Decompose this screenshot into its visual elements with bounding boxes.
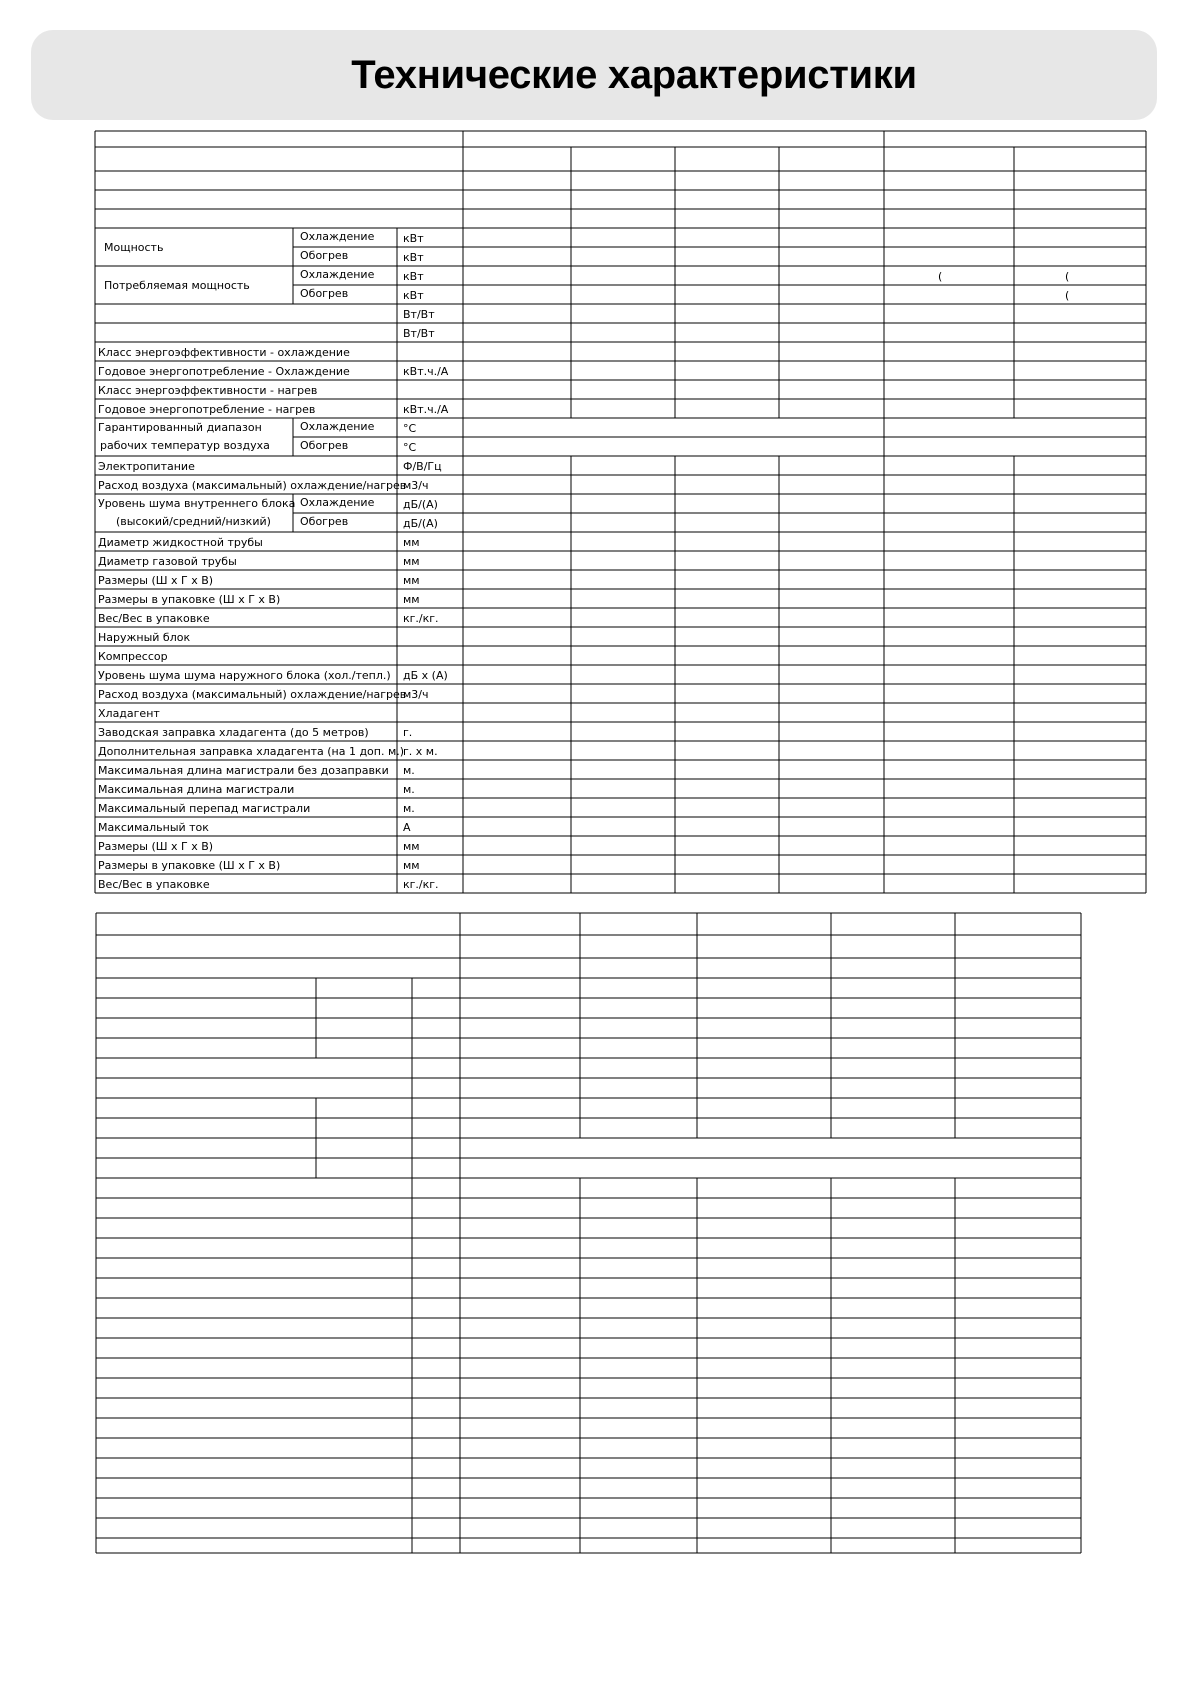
- data-cell: (: [938, 270, 943, 283]
- row-unit: кВт: [403, 232, 424, 245]
- row-unit: м.: [403, 764, 415, 777]
- row-label: Уровень шума шума наружного блока (хол./тепл.): [98, 669, 391, 682]
- row-unit: мм: [403, 840, 420, 853]
- row-unit: Вт/Вт: [403, 327, 435, 340]
- row-group-label: рабочих температур воздуха: [100, 439, 270, 452]
- row-label: Компрессор: [98, 650, 168, 663]
- row-mode-label: Обогрев: [300, 249, 349, 262]
- row-label: Вес/Вес в упаковке: [98, 878, 210, 891]
- data-cell: (: [1065, 270, 1070, 283]
- page-title: Технические характеристики: [351, 52, 917, 97]
- row-unit: кВт: [403, 270, 424, 283]
- row-mode-label: Обогрев: [300, 287, 349, 300]
- row-label: Вес/Вес в упаковке: [98, 612, 210, 625]
- row-mode-label: Обогрев: [300, 439, 349, 452]
- row-label: Размеры в упаковке (Ш х Г х В): [98, 859, 281, 872]
- row-unit: мм: [403, 555, 420, 568]
- row-label: Годовое энергопотребление - нагрев: [98, 403, 316, 416]
- row-unit: кг./кг.: [403, 612, 439, 625]
- row-group-label: (высокий/средний/низкий): [116, 515, 271, 528]
- row-group-label: Потребляемая мощность: [104, 279, 250, 292]
- row-group-label: Мощность: [104, 241, 164, 254]
- row-mode-label: Охлаждение: [300, 268, 375, 281]
- row-label: Годовое энергопотребление - Охлаждение: [98, 365, 350, 378]
- row-label: Класс энергоэффективности - нагрев: [98, 384, 318, 397]
- row-label: Дополнительная заправка хладагента (на 1 доп. м.): [98, 745, 405, 758]
- row-label: Диаметр газовой трубы: [98, 555, 237, 568]
- row-unit: Ф/В/Гц: [403, 460, 442, 473]
- row-unit: м3/ч: [403, 479, 429, 492]
- row-label: Расход воздуха (максимальный) охлаждение/нагрев: [98, 688, 407, 701]
- row-unit: °С: [403, 441, 417, 454]
- row-label: Наружный блок: [98, 631, 191, 644]
- row-group-label: Гарантированный диапазон: [98, 421, 262, 434]
- row-unit: г. х м.: [403, 745, 438, 758]
- row-unit: мм: [403, 593, 420, 606]
- row-unit: мм: [403, 536, 420, 549]
- row-label: Электропитание: [98, 460, 195, 473]
- row-mode-label: Охлаждение: [300, 496, 375, 509]
- row-unit: °С: [403, 422, 417, 435]
- row-unit: м3/ч: [403, 688, 429, 701]
- row-unit: кг./кг.: [403, 878, 439, 891]
- row-unit: А: [403, 821, 411, 834]
- row-label: Размеры (Ш х Г х В): [98, 574, 214, 587]
- row-unit: кВт.ч./А: [403, 403, 449, 416]
- row-label: Диаметр жидкостной трубы: [98, 536, 263, 549]
- row-unit: г.: [403, 726, 413, 739]
- row-unit: м.: [403, 783, 415, 796]
- row-unit: мм: [403, 574, 420, 587]
- row-unit: дБ/(А): [403, 498, 438, 511]
- row-unit: Вт/Вт: [403, 308, 435, 321]
- row-unit: кВт: [403, 289, 424, 302]
- row-label: Размеры (Ш х Г х В): [98, 840, 214, 853]
- row-mode-label: Охлаждение: [300, 420, 375, 433]
- row-unit: мм: [403, 859, 420, 872]
- row-unit: кВт.ч./А: [403, 365, 449, 378]
- row-unit: кВт: [403, 251, 424, 264]
- row-mode-label: Охлаждение: [300, 230, 375, 243]
- row-label: Хладагент: [98, 707, 160, 720]
- data-cell: (: [1065, 289, 1070, 302]
- row-label: Расход воздуха (максимальный) охлаждение/нагрев: [98, 479, 407, 492]
- row-label: Максимальная длина магистрали без дозаправки: [98, 764, 389, 777]
- row-group-label: Уровень шума внутреннего блока: [98, 497, 296, 510]
- row-label: Класс энергоэффективности - охлаждение: [98, 346, 350, 359]
- spec-table-2-grid: [96, 913, 1081, 1553]
- row-unit: м.: [403, 802, 415, 815]
- row-label: Заводская заправка хладагента (до 5 метров): [98, 726, 369, 739]
- row-unit: дБ/(А): [403, 517, 438, 530]
- row-label: Максимальный перепад магистрали: [98, 802, 311, 815]
- row-unit: дБ х (А): [403, 669, 448, 682]
- row-label: Максимальный ток: [98, 821, 209, 834]
- row-label: Максимальная длина магистрали: [98, 783, 295, 796]
- row-mode-label: Обогрев: [300, 515, 349, 528]
- row-label: Размеры в упаковке (Ш х Г х В): [98, 593, 281, 606]
